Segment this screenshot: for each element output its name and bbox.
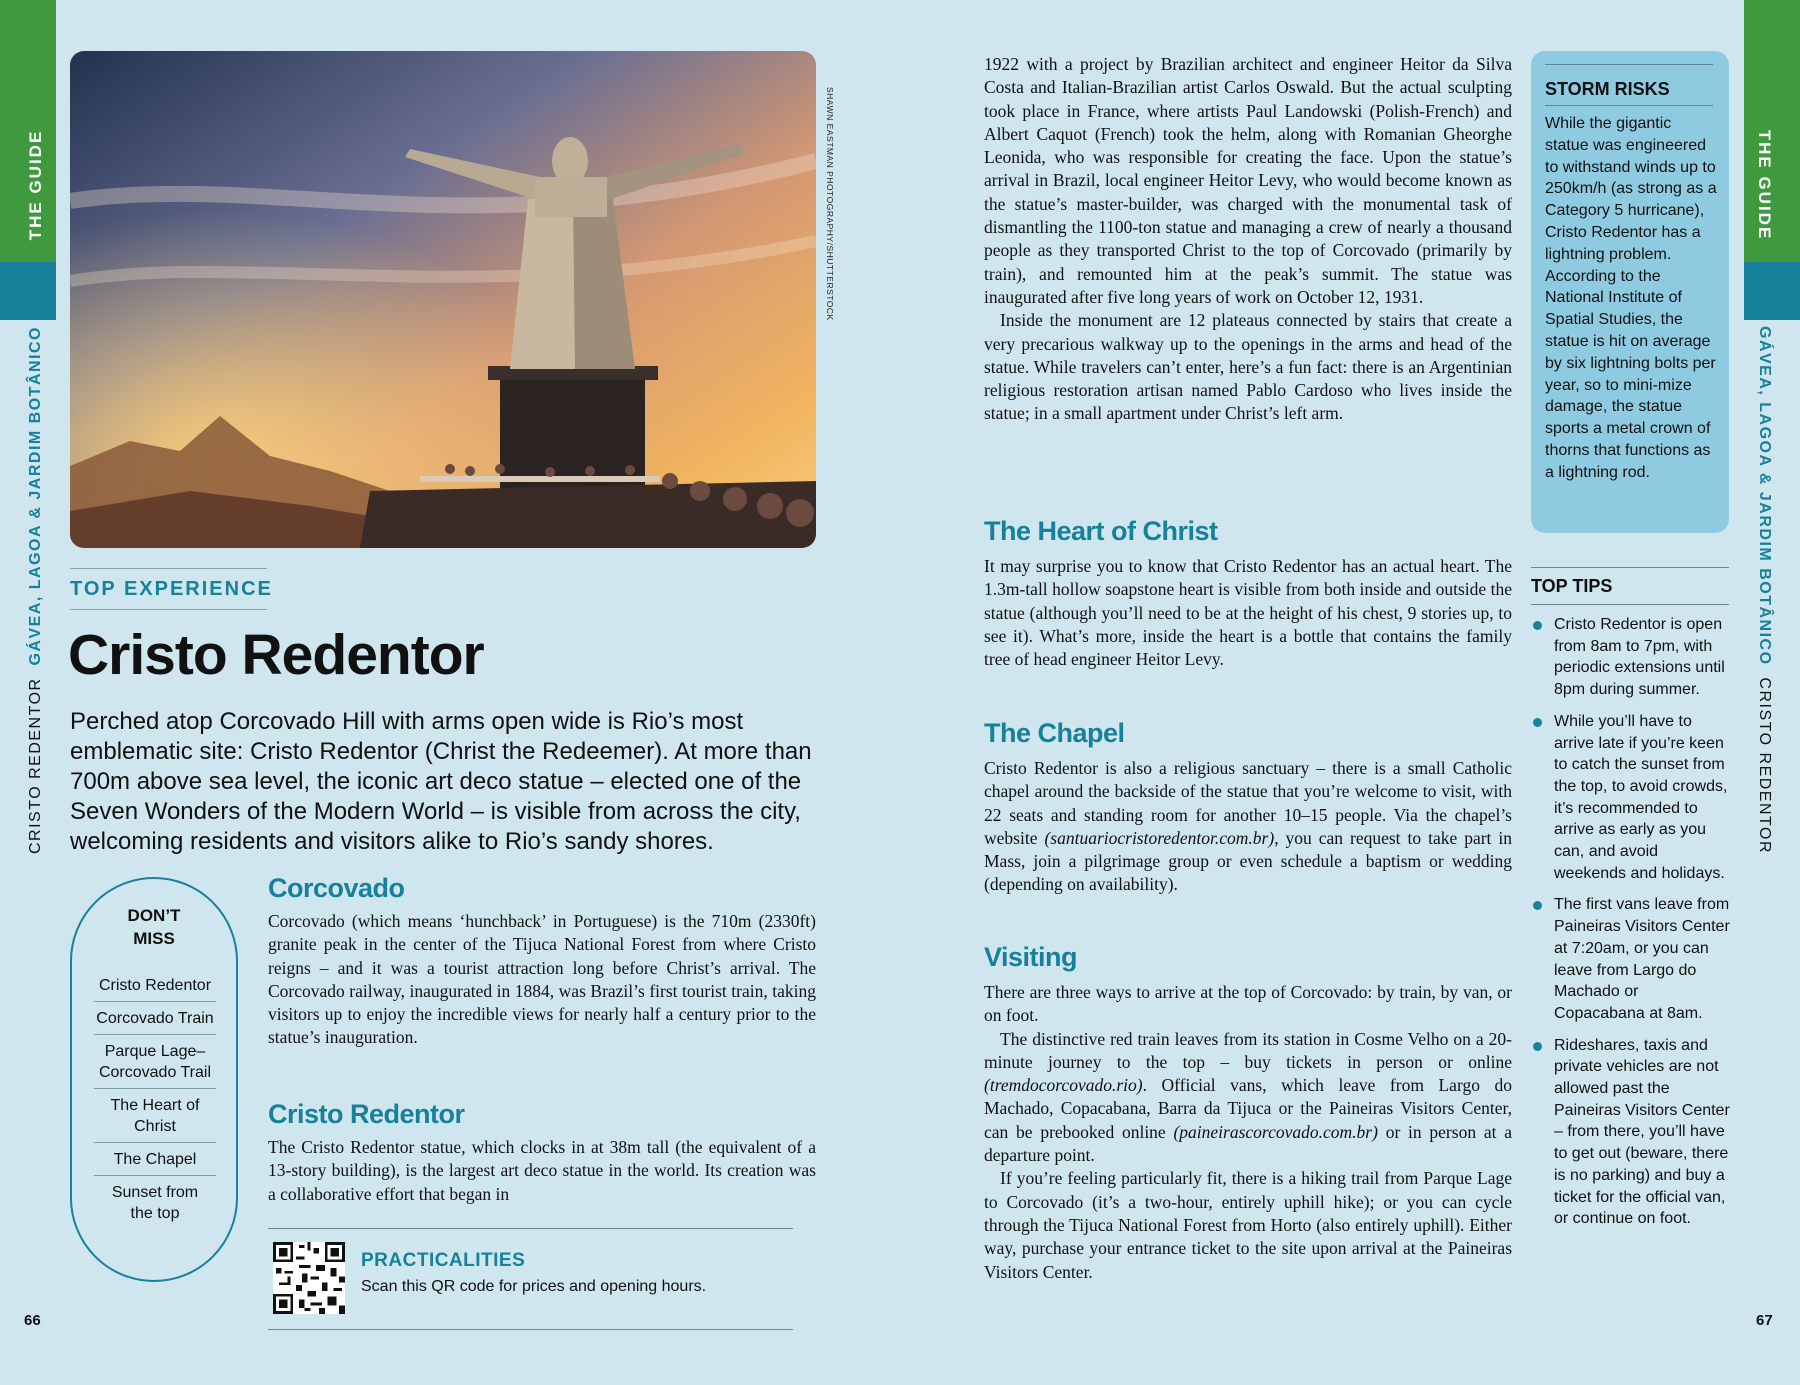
list-item: The Chapel: [94, 1142, 216, 1175]
visiting-paragraph-3: If you’re feeling particularly fit, there is a hiking trail from Parque Lage to Corcovado (it’s a two-hour, entirely uphill hike); or you can cycle through the Tijuca National Forest from Horto (also entirely uphill). Either way, purchase your entrance ticket to the site upon arrival at the Paineiras Visitors Center.: [984, 1168, 1512, 1282]
vans-website-link[interactable]: (paineirascorcovado.com.br): [1173, 1121, 1378, 1142]
storm-heading: STORM RISKS: [1545, 75, 1713, 106]
chapel-text-1: Cristo Redentor is also a religious sanctuary – there is a small Catholic chapel around the backside of the statue that you’re welcome to visit, with 22 seats and standing room for another 10–15 people. Via the chapel’s website: [984, 758, 1512, 848]
history-paragraph-1: 1922 with a project by Brazilian architect and engineer Heitor da Silva Costa and Italian-Brazilian artist Carlos Oswald. But the actual sculpting took place in France, where artists Paul Landowski (Polish-French) and Albert Caquot (French) took the helm, along with Romanian Gheorghe Leonida, who was responsible for creating the face. Upon the statue’s arrival in Brazil, local engineer Heitor Levy, who would become known as the statue’s master-builder, was charged with the monumental task of dismantling the 1100-ton statue and managing a crew of nearly a thousand people as they transported Christ to the top of Corcovado (primarily by train), and remounted him at the peak’s summit. The statue was inaugurated after five long years of work on October 12, 1931.: [984, 54, 1512, 307]
visiting-text-2b: . Official vans, which leave from Largo do Machado, Copacabana, Barra da Tijuca or the Paineiras Visitors Center, can be prebooked online: [984, 1075, 1512, 1142]
visiting-heading: Visiting: [984, 942, 1078, 972]
list-item: Cristo Redentor is open from 8am to 7pm, with periodic extensions until 8pm during summer.: [1531, 614, 1731, 701]
section-tab-left: [0, 262, 56, 320]
cristo-heading: Cristo Redentor: [268, 1099, 465, 1129]
tips-rule-bottom: [1531, 604, 1729, 605]
page-title: Cristo Redentor: [68, 623, 484, 687]
running-head-left: [27, 326, 45, 854]
running-head-right: [1755, 326, 1773, 854]
storm-risks-box: [1531, 51, 1729, 533]
cristo-body: The Cristo Redentor statue, which clocks in at 38m tall (the equivalent of a 13-story building), is the largest art deco statue in the world. Its creation was a collaborative effort that began in: [268, 1137, 816, 1204]
running-head-right-b: CRISTO REDENTOR: [1756, 677, 1773, 855]
heart-body: It may surprise you to know that Cristo Redentor has an actual heart. The 1.3m-tall hollow soapstone heart is visible from both inside and outside the statue (although you’ll need to be at the height of his chest, 9 stories up, to see it). What’s more, inside the heart is a bottle that contains the family tree of head engineer Heitor Levy.: [984, 556, 1512, 670]
chapel-heading: The Chapel: [984, 718, 1125, 748]
practicalities-heading: PRACTICALITIES: [361, 1250, 526, 1271]
storm-body: While the gigantic statue was engineered to withstand winds up to 250km/h (as strong as a Category 5 hurricane), Cristo Redentor has a lightning problem. According to the National Institute of Spatial Studies, the statue is hit on average by six lightning bolts per year, so to mini-mize damage, the statue sports a metal crown of thorns that functions as a lightning rod.: [1545, 115, 1717, 481]
section-tab-right: [1744, 262, 1800, 320]
tips-rule-top: [1531, 567, 1729, 568]
heart-heading: The Heart of Christ: [984, 516, 1218, 546]
cristo-photo: [70, 51, 816, 548]
chapel-text-2: , you can request to take part in Mass, join a pilgrimage group or even schedule a baptism or wedding (depending on availability).: [984, 827, 1512, 895]
tips-list: [1531, 614, 1731, 1240]
corcovado-heading: Corcovado: [268, 873, 405, 903]
history-paragraph-2: Inside the monument are 12 plateaus connected by stairs that create a very precarious walkway up to the openings in the arms and head of the statue. While travelers can’t enter, here’s a fun fact: there is an Argentinian religious restoration artisan named Pablo Cardoso who lives inside the statue; in a small apartment under Christ’s left arm.: [984, 310, 1512, 424]
train-website-link[interactable]: (tremdocorcovado.rio): [984, 1075, 1143, 1096]
page-number-right: 67: [1756, 1312, 1773, 1329]
tips-heading: TOP TIPS: [1531, 576, 1613, 596]
running-head-right-a: GÁVEA, LAGOA & JARDIM BOTÂNICO: [1756, 325, 1773, 666]
list-item: Corcovado Train: [94, 1001, 216, 1034]
visiting-text-2c: or in person at a departure point.: [984, 1121, 1512, 1166]
corcovado-body: Corcovado (which means ‘hunchback’ in Portuguese) is the 710m (2330ft) granite peak in the center of the Tijuca National Forest from where Cristo reigns – and it was a tourist attraction long before Christ’s arrival. The Corcovado railway, inaugurated in 1884, was Brazil’s first tourist train, taking visitors up to enjoy the incredible views for nearly half a century prior to the statue’s inauguration.: [268, 911, 816, 1048]
dont-miss-box: [70, 877, 238, 1282]
practicalities-text: Scan this QR code for prices and opening hours.: [361, 1278, 707, 1295]
storm-rule: [1545, 64, 1713, 65]
visiting-body: [984, 981, 1512, 1284]
list-item: The Heart of Christ: [94, 1088, 216, 1142]
list-item: While you’ll have to arrive late if you’re keen to catch the sunset from the top, to avoid crowds, it’s recommended to arrive as early as you can, and avoid weekends and holidays.: [1531, 711, 1731, 885]
page-number-left: 66: [24, 1312, 41, 1329]
kicker-rule-top: [70, 568, 267, 569]
list-item: Sunset from the top: [94, 1175, 216, 1229]
running-head-left-a: CRISTO REDENTOR: [27, 677, 44, 855]
kicker: TOP EXPERIENCE: [70, 578, 273, 600]
list-item: Rideshares, taxis and private vehicles are not allowed past the Paineiras Visitors Center – from there, you’ll have to get out (beware, there is no parking) and buy a ticket for the official van, or continue on foot.: [1531, 1035, 1731, 1230]
dont-miss-heading: [72, 904, 236, 950]
practicalities-rule-top: [268, 1228, 793, 1229]
qr-code[interactable]: [273, 1242, 345, 1314]
visiting-text-2a: The distinctive red train leaves from its station in Cosme Velho on a 20-minute journey to the top – buy tickets in person or online: [984, 1028, 1512, 1072]
chapel-body: [984, 757, 1512, 897]
chapel-website-link[interactable]: (santuariocristoredentor.com.br): [1044, 827, 1275, 848]
list-item: The first vans leave from Paineiras Visitors Center at 7:20am, or you can leave from Largo do Machado or Copacabana at 8am.: [1531, 894, 1731, 1024]
guide-label-left: THE GUIDE: [26, 129, 45, 241]
dont-miss-list: [94, 969, 216, 1229]
dont-miss-heading-text: DON’T MISS: [127, 906, 181, 948]
photo-credit: SHAWN EASTMAN PHOTOGRAPHY/SHUTTERSTOCK: [825, 87, 835, 321]
history-text: [984, 53, 1512, 426]
guide-label-right: THE GUIDE: [1755, 129, 1774, 241]
running-head-left-b: GÁVEA, LAGOA & JARDIM BOTÂNICO: [27, 325, 44, 666]
intro-paragraph: Perched atop Corcovado Hill with arms open wide is Rio’s most emblematic site: Cristo Redentor (Christ the Redeemer). At more than 700m above sea level, the iconic art deco statue – elected one of the Seven Wonders of the Modern World – is visible from across the city, welcoming residents and visitors alike to Rio’s sandy shores.: [70, 708, 812, 855]
kicker-rule-bottom: [70, 609, 267, 610]
list-item: Parque Lage–Corcovado Trail: [94, 1034, 216, 1088]
practicalities-rule-bottom: [268, 1329, 793, 1330]
visiting-paragraph-2: [984, 1028, 1512, 1168]
list-item: Cristo Redentor: [98, 977, 212, 994]
visiting-paragraph-1: There are three ways to arrive at the top of Corcovado: by train, by van, or on foot.: [984, 982, 1512, 1026]
